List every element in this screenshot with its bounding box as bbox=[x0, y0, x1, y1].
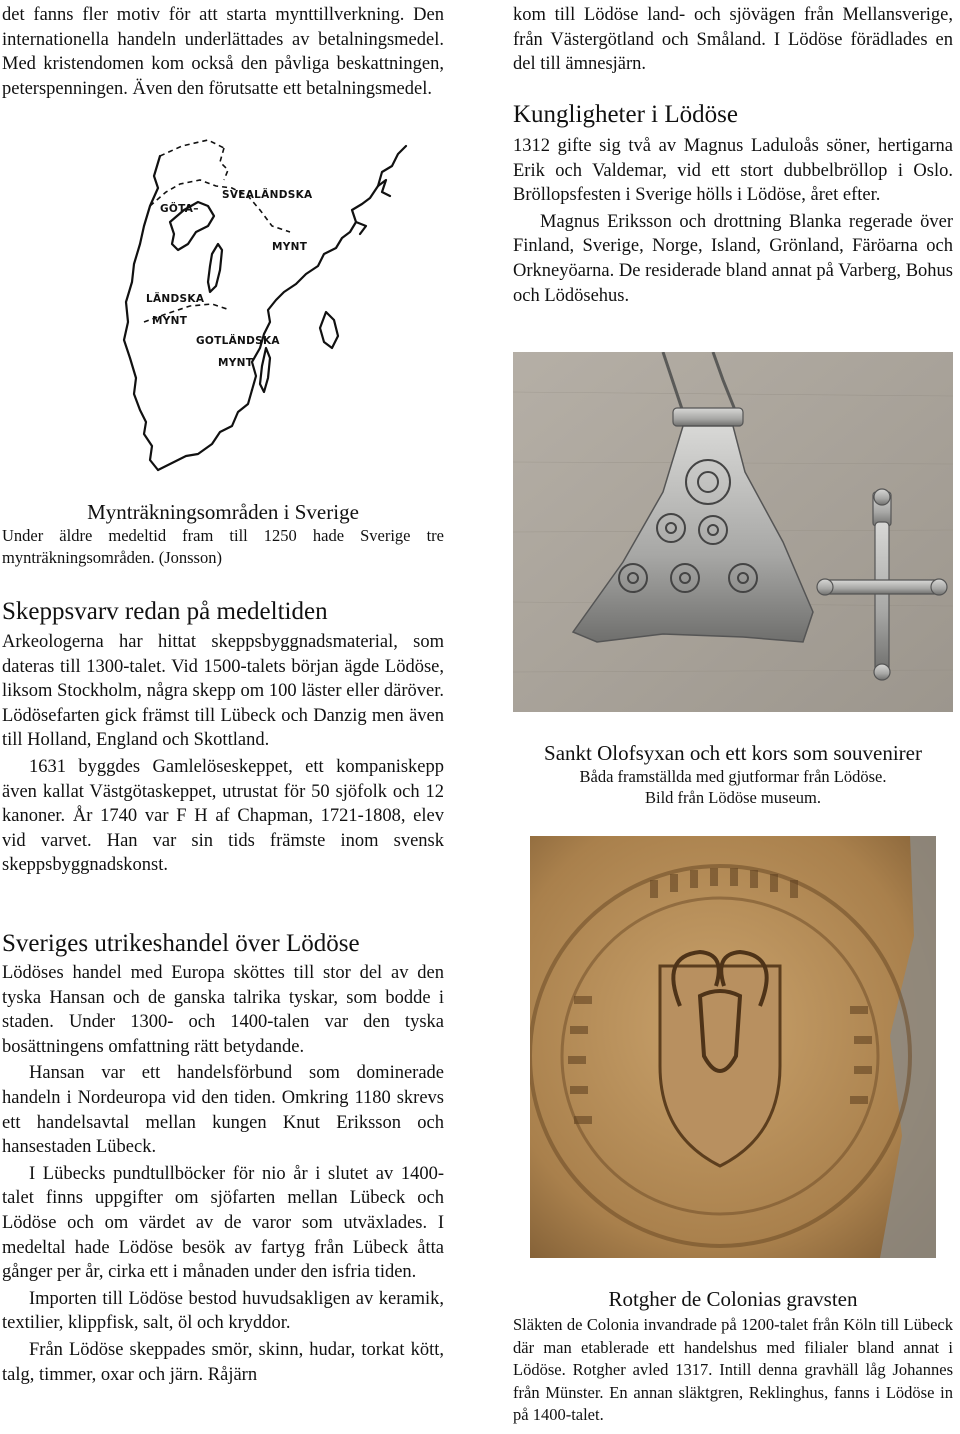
royalty-paragraph-2: Magnus Eriksson och drottning Blanka regerade över Finland, Sverige, Norge, Island, Grönland, Färöarna och Orkneyöarna. De residerade bland annat på Varberg, Bohus och Lödösehus. bbox=[513, 211, 953, 306]
section-trade bbox=[2, 929, 444, 1387]
axe-caption-line-2: Bild från Lödöse museum. bbox=[645, 788, 821, 807]
shipyard-paragraph-2: 1631 byggdes Gamlelöseskeppet, ett kompaniskepp även kallat Västgötaskeppet, utrustat för 50 sjöfolk och 12 kanoner. År 1740 var F H af Chapman, 1721-1808, elev vid varvet. Han var sin tids främste inom svensk skeppsbyggnadskonst. bbox=[2, 756, 444, 876]
trade-paragraph-4: Importen till Lödöse bestod huvudsakligen av keramik, textilier, klippfisk, salt, öl och kryddor. bbox=[2, 1288, 444, 1334]
map-label-mynt-1: MYNT bbox=[152, 315, 188, 327]
trade-paragraph-3: I Lübecks pundtullböcker för nio år i slutet av 1400-talet finns uppgifter om sjöfarten mellan Lübeck och Lödöse och om värdet av de varor som utväxlades. I medeltal hade Lödöse besök av fartyg från Lübeck åtta gånger per år, cirka ett i månaden under den isfria tiden. bbox=[2, 1163, 444, 1283]
gravestone-caption bbox=[513, 1286, 953, 1427]
section-shipyard bbox=[2, 597, 444, 878]
heading-shipyard: Skeppsvarv redan på medeltiden bbox=[2, 598, 328, 625]
axe-photo-caption bbox=[513, 740, 953, 808]
map-caption bbox=[2, 499, 444, 569]
map-label-mynt-3: MYNT bbox=[218, 357, 254, 369]
heading-trade: Sveriges utrikeshandel över Lödöse bbox=[2, 930, 360, 957]
map-caption-title: Mynträkningsområden i Sverige bbox=[87, 500, 359, 524]
gravestone-caption-title: Rotgher de Colonias gravsten bbox=[608, 1287, 858, 1311]
axe-and-cross-image bbox=[513, 352, 953, 712]
heading-royalty: Kungligheter i Lödöse bbox=[513, 101, 738, 128]
trade-paragraph-1: Lödöses handel med Europa sköttes till stor del av den tyska Hansan och de ganska talrika tyskar, som bodde i staden. Under 1300- och 1400-talen var den tyska bosättningens omfattning rätt betydande. bbox=[2, 963, 444, 1057]
intro-paragraph: det fanns fler motiv för att starta mynttillverkning. Den internationella handeln underlättades av betalningsmedel. Med kristendomen kom också den påvliga beskattningen, peterspenningen. Även den förutsatte ett betalningsmedel. bbox=[2, 5, 444, 99]
gravestone-photo bbox=[530, 836, 936, 1258]
coin-region-map bbox=[120, 126, 412, 472]
gravestone-image bbox=[530, 836, 936, 1258]
axe-and-cross-photo bbox=[513, 352, 953, 712]
map-label-svealandska: SVEALÄNDSKA bbox=[222, 189, 313, 201]
royalty-paragraph-1: 1312 gifte sig två av Magnus Laduloås söner, hertigarna Erik och Valdemar, vid ett stort dubbelbröllop i Oslo. Bröllopsfesten i Sverige hölls i Lödöse, året efter. bbox=[513, 136, 953, 206]
map-label-gota: GÖTA– bbox=[160, 203, 199, 215]
sweden-map-drawing bbox=[120, 126, 412, 472]
axe-caption-title: Sankt Olofsyxan och ett kors som souvenirer bbox=[544, 741, 922, 765]
trade-paragraph-2: Hansan var ett handelsförbund som dominerade handeln i Nordeuropa vid den tiden. Omkring 1180 skrevs ett handelsavtal mellan kungen Knut Eriksson och hansestaden Lübeck. bbox=[2, 1063, 444, 1158]
shipyard-paragraph-1: Arkeologerna har hittat skeppsbyggnadsmaterial, som dateras till 1300-talet. Vid 1500-talets början ägde Lödöse, liksom Stockholm, några skepp om 100 läster eller däröver. Lödösefarten gick främst till Lübeck och Danzig men även till Holland, England och Skottland. bbox=[2, 632, 444, 751]
map-label-mynt-2: MYNT bbox=[272, 241, 308, 253]
map-caption-text: Under äldre medeltid fram till 1250 hade Sverige tre mynträkningsområden. (Jonsson) bbox=[2, 526, 444, 567]
right-intro-paragraph: kom till Lödöse land- och sjövägen från Mellansverige, från Västergötland och Småland. I Lödöse förädlades en del till ämnesjärn. bbox=[513, 5, 953, 75]
trade-paragraph-5: Från Lödöse skeppades smör, skinn, hudar, torkat kött, talg, timmer, oxar och järn. Råjärn bbox=[2, 1339, 444, 1385]
map-label-gotlandska: GOTLÄNDSKA bbox=[196, 335, 280, 347]
map-label-landska: LÄNDSKA bbox=[146, 293, 205, 305]
gravestone-caption-text: Släkten de Colonia invandrade på 1200-talet från Köln till Lübeck där man etablerade ett handelshus med filialer bland annat i Lödöse. Rotgher avled 1317. Intill denna gravhäll låg Johannes från Münster. En annan släktgren, Reklinghus, fanns i Lödöse in på 1400-talet. bbox=[513, 1315, 953, 1424]
section-royalty bbox=[513, 100, 953, 308]
axe-caption-line-1: Båda framställda med gjutformar från Lödöse. bbox=[579, 767, 887, 786]
